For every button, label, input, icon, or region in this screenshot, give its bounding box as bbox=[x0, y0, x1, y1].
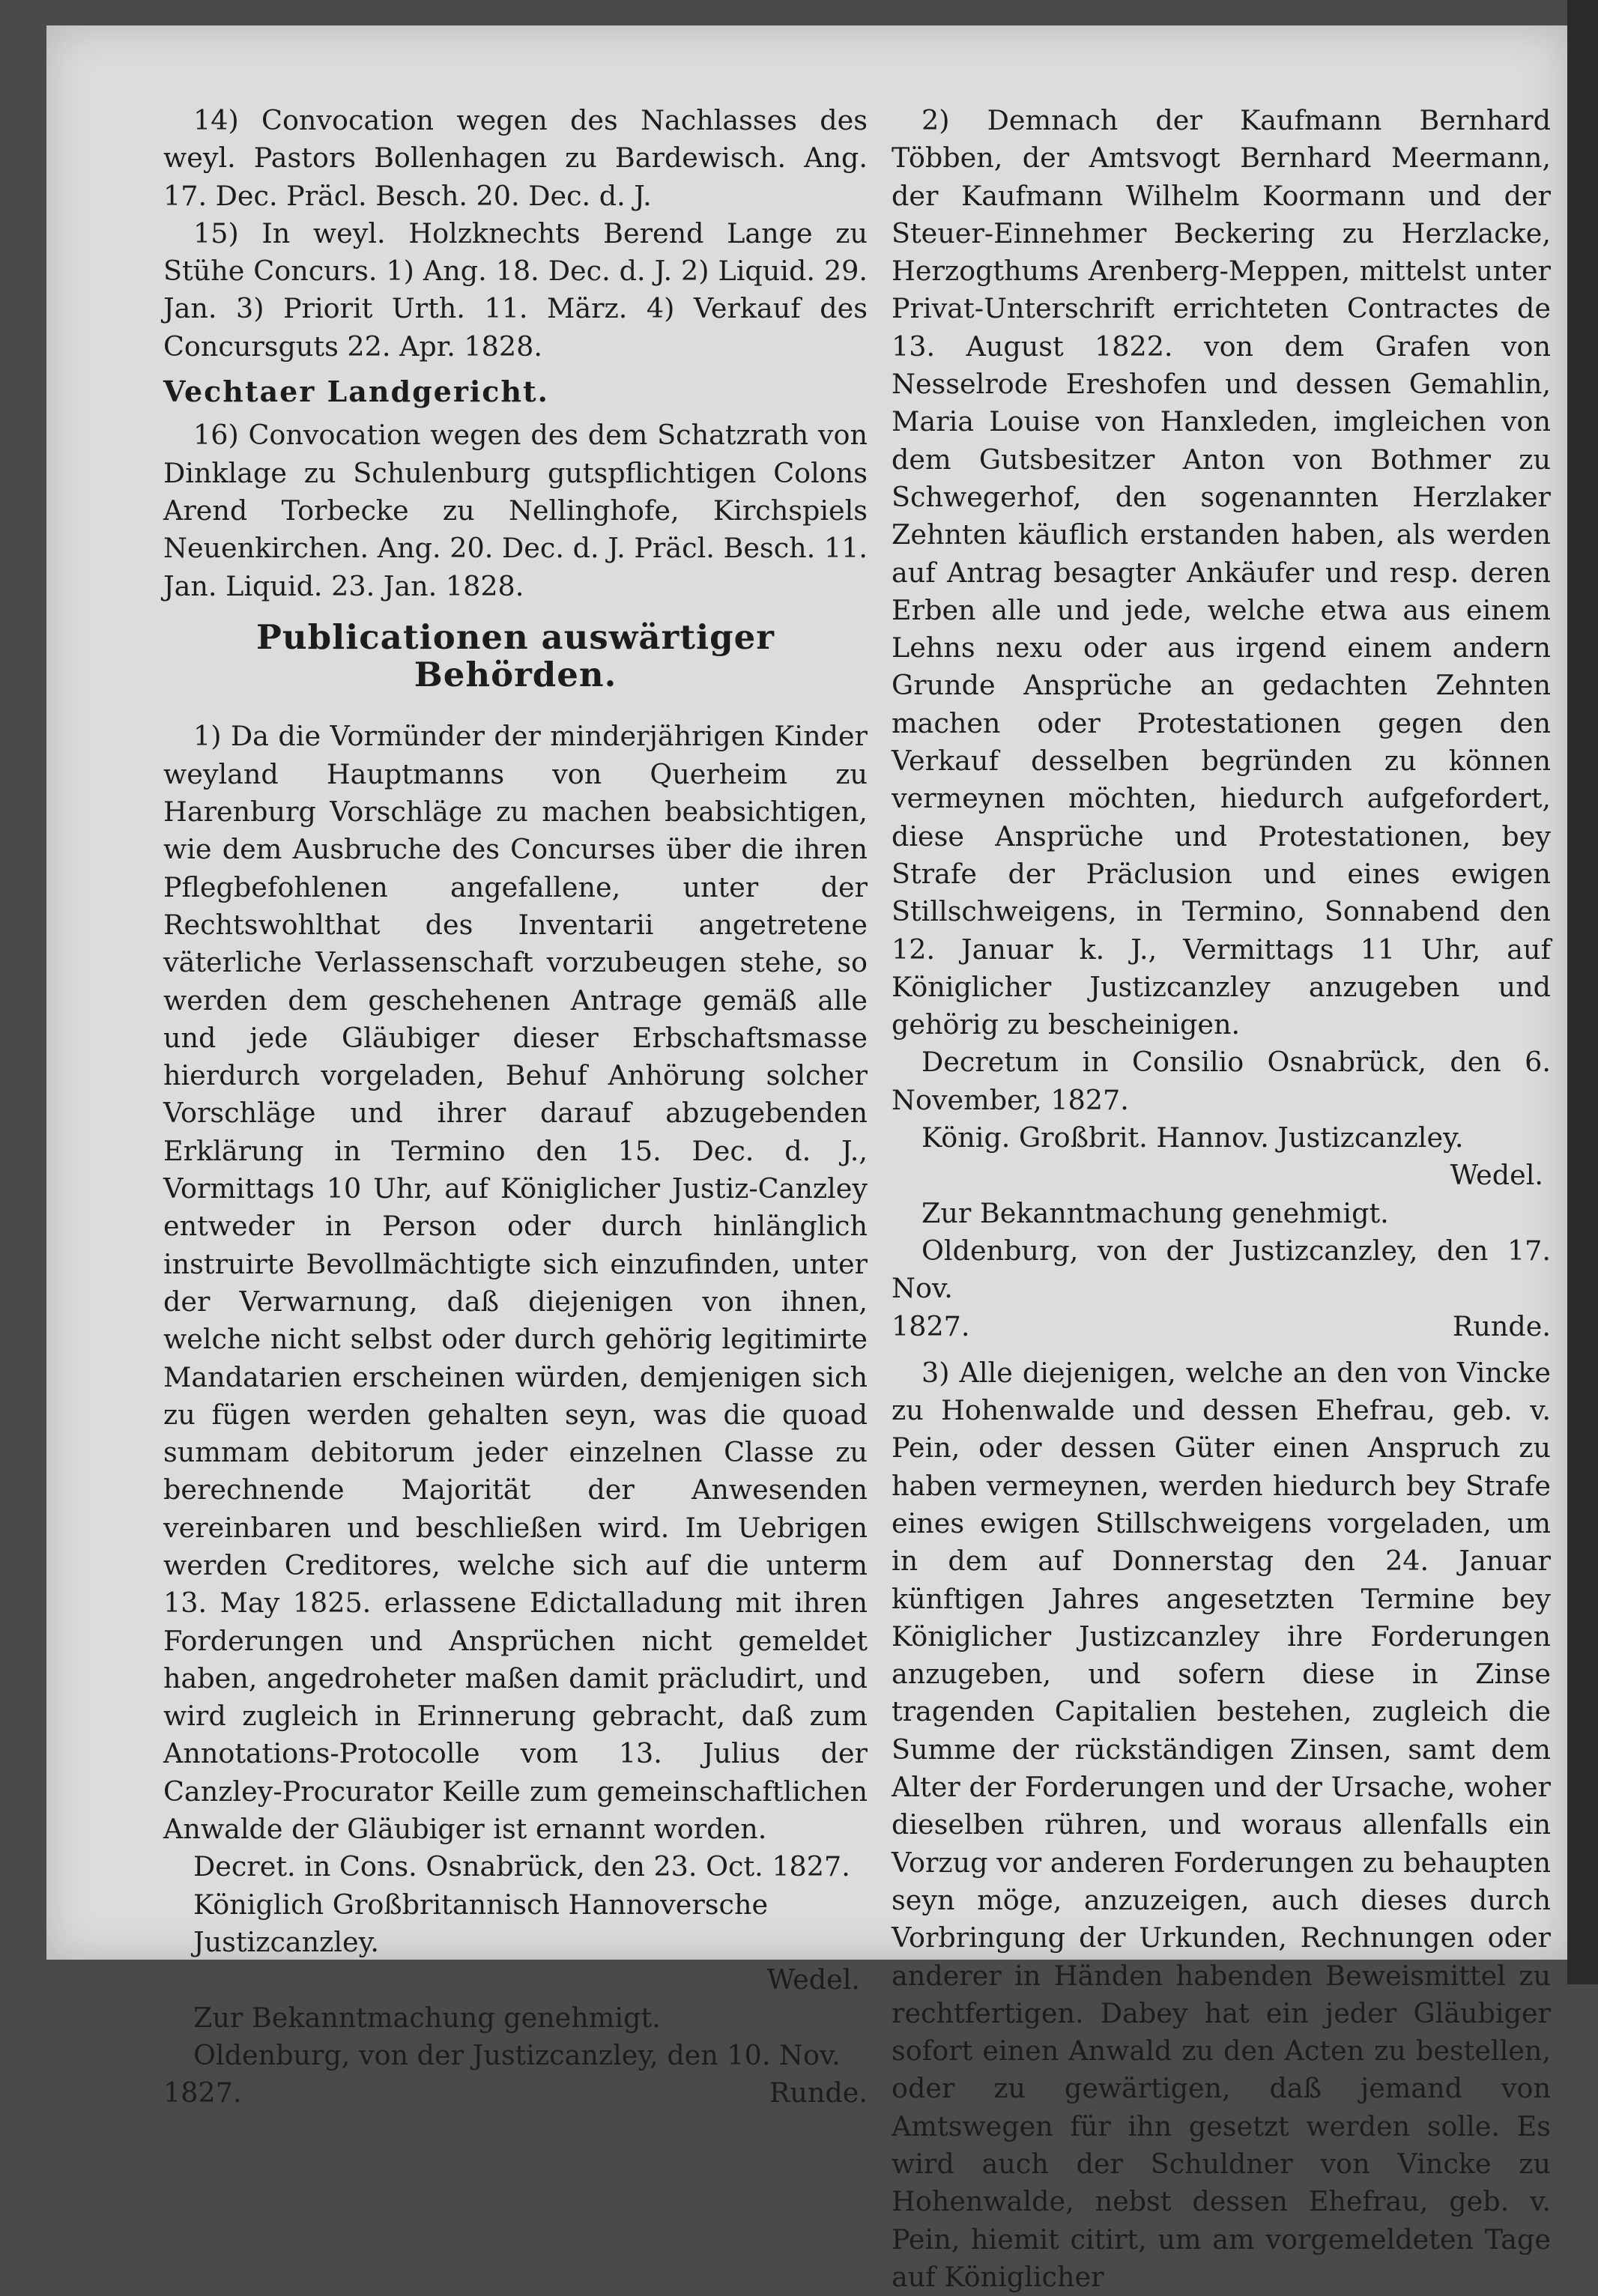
approval-1: Zur Bekanntmachung genehmigt. bbox=[193, 2001, 661, 2034]
heading-publicationen: Publicationen auswärtiger Behörden. bbox=[256, 617, 775, 695]
signature-1-office: Königlich Großbritannisch Hannoversche Justizcanzley. bbox=[193, 1888, 769, 1958]
closing-line-1 bbox=[163, 2074, 868, 2112]
notice-14: 14) Convocation wegen des Nachlasses des weyl. Pastors Bollenhagen zu Bardewisch. Ang. 17. Dec. Präcl. Besch. 20. Dec. d. J. bbox=[163, 104, 868, 212]
year-1: 1827. bbox=[163, 2077, 242, 2109]
decret-1: Decret. in Cons. Osnabrück, den 23. Oct. 1827. bbox=[193, 1850, 850, 1883]
signature-1-name: Wedel. bbox=[766, 1963, 860, 1996]
signature-2-name: Wedel. bbox=[1450, 1159, 1543, 1192]
notice-16: 16) Convocation wegen des dem Schatzrath von Dinklage zu Schulenburg gutspflichtigen Colons Arend Torbecke zu Nellinghofe, Kirchspiels Neuenkirchen. Ang. 20. Dec. d. J. Präcl. Besch. 11. Jan. Liquid. 23. Jan. 1828. bbox=[163, 419, 868, 602]
decret-2: Decretum in Consilio Osnabrück, den 6. November, 1827. bbox=[892, 1046, 1551, 1116]
notice-2: 2) Demnach der Kaufmann Bernhard Többen, der Amtsvogt Bernhard Meermann, der Kaufmann Wilhelm Koormann und der Steuer-Einnehmer Beckering zu Herzlacke, Herzogthums Arenberg-Meppen, mittelst unter Privat-Unterschrift errichteten Contractes de 13. August 1822. von dem Grafen von Nesselrode Ereshofen und dessen Gemahlin, Maria Louise von Hanxleden, imgleichen von dem Gutsbesitzer Anton von Bothmer zu Schwegerhof, den sogenannten Herzlaker Zehnten käuflich erstanden haben, als werden auf Antrag besagter Ankäufer und resp. deren Erben alle und jede, welche etwa aus einem Lehns nexu oder aus irgend einem andern Grunde Ansprüche an gedachten Zehnten machen oder Protestationen gegen den Verkauf desselben begründen zu können vermeynen möchten, hiedurch aufgefordert, diese Ansprüche und Protestationen, bey Strafe der Präclusion und eines ewigen Stillschweigens, in Termino, Sonnabend den 12. Januar k. J., Vermittags 11 Uhr, auf Königlicher Justizcanzley anzugeben und gehörig zu bescheinigen. bbox=[892, 104, 1551, 1041]
signature-2-office: König. Großbrit. Hannov. Justizcanzley. bbox=[921, 1121, 1464, 1154]
approval-2: Zur Bekanntmachung genehmigt. bbox=[921, 1196, 1389, 1229]
notice-1: 1) Da die Vormünder der minderjährigen Kinder weyland Hauptmanns von Querheim zu Harenburg Vorschläge zu machen beabsichtigen, wie dem Ausbruche des Concurses über die ihren Pflegbefohlenen angefallene, unter der Rechtswohlthat des Inventarii angetretene väterliche Verlassenschaft vorzubeugen stehe, so werden dem geschehenen Antrage gemäß alle und jede Gläubiger dieser Erbschaftsmasse hierdurch vorgeladen, Behuf Anhörung solcher Vorschläge und ihrer darauf abzugebenden Erklärung in Termino den 15. Dec. d. J., Vormittags 10 Uhr, auf Königlicher Justiz-Canzley entweder in Person oder durch hinlänglich instruirte Bevollmächtigte sich einzufinden, unter der Verwarnung, daß diejenigen von ihnen, welche nicht selbst oder durch gehörig legitimirte Mandatarien erscheinen würden, demjenigen sich zu fügen werden gehalten seyn, was die quoad summam debitorum jeder einzelnen Classe zu berechnende Majorität der Anwesenden vereinbaren und beschließen wird. Im Uebrigen werden Creditores, welche sich auf die unterm 13. May 1825. erlassene Edictalladung mit ihren Forderungen und Ansprüchen nicht gemeldet haben, angedroheter maßen damit präcludirt, und wird zugleich in Erinnerung gebracht, daß zum Annotations-Protocolle vom 13. Julius der Canzley-Procurator Keille zum gemeinschaftlichen Anwalde der Gläubiger ist ernannt worden. bbox=[163, 720, 868, 1846]
page-gutter bbox=[1567, 0, 1598, 1984]
oldenburg-1: Oldenburg, von der Justizcanzley, den 10. Nov. bbox=[193, 2038, 841, 2071]
notice-3: 3) Alle diejenigen, welche an den von Vincke zu Hohenwalde und dessen Ehefrau, geb. v. Pein, oder dessen Güter einen Anspruch zu haben vermeynen, werden hiedurch bey Strafe eines ewigen Stillschweigens vorgeladen, um in dem auf Donnerstag den 24. Januar künftigen Jahres angesetzten Termine bey Königlicher Justizcanzley ihre Forderungen anzugeben, und sofern diese in Zinse tragenden Capitalien bestehen, zugleich die Summe der rückständigen Zinsen, samt dem Alter der Forderungen und der Ursache, woher dieselben rühren, und woraus allenfalls ein Vorzug vor anderen Forderungen zu behaupten seyn möge, anzuzeigen, auch dieses durch Vorbringung der Urkunden, Rechnungen oder anderer in Händen habenden Beweismittel zu rechtfertigen. Dabey hat ein jeder Gläubiger sofort einen Anwald zu den Acten zu bestellen, oder zu gewärtigen, daß jemand von Amtswegen für ihn gesetzt werden solle. Es wird auch der Schuldner von Vincke zu Hohenwalde, nebst dessen Ehefrau, geb. v. Pein, hiemit citirt, um am vorgemeldeten Tage auf Königlicher bbox=[892, 1356, 1551, 2293]
heading-vechtaer-landgericht: Vechtaer Landgericht. bbox=[163, 375, 549, 409]
year-2: 1827. bbox=[892, 1309, 970, 1342]
signature-runde-1: Runde. bbox=[769, 2077, 868, 2109]
oldenburg-2: Oldenburg, von der Justizcanzley, den 17. Nov. bbox=[892, 1234, 1551, 1305]
spacer bbox=[892, 1345, 1551, 1354]
left-column bbox=[163, 102, 868, 2112]
closing-line-2 bbox=[892, 1308, 1551, 1345]
signature-runde-2: Runde. bbox=[1452, 1309, 1551, 1342]
right-column bbox=[892, 102, 1551, 2296]
notice-15: 15) In weyl. Holzknechts Berend Lange zu Stühe Concurs. 1) Ang. 18. Dec. d. J. 2) Liquid. 29. Jan. 3) Priorit Urth. 11. März. 4) Verkauf des Concursguts 22. Apr. 1828. bbox=[163, 216, 868, 363]
